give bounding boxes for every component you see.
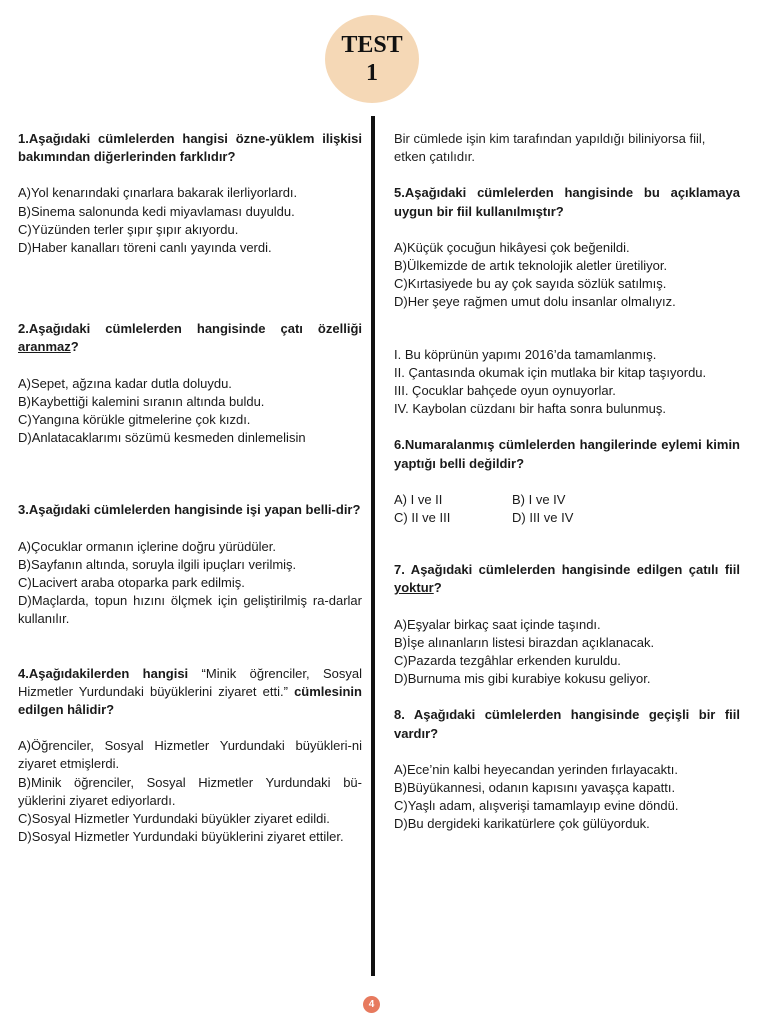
question-4-title <box>18 665 362 720</box>
question-2-title-text: 2.Aşağıdaki cümlelerden hangisinde çatı özelliği <box>18 321 362 337</box>
question-7-option-b[interactable]: B)İşe alınanların listesi birazdan açıklanacak. <box>394 634 655 650</box>
question-7-title-mark: ? <box>433 580 442 596</box>
question-6-title: 6.Numaralanmış cümlelerden hangilerinde eylemi kimin yaptığı belli değildir? <box>394 437 740 471</box>
question-2-option-c[interactable]: C)Yangına körükle gitmelerine çok kızdı. <box>18 412 251 428</box>
question-2-option-d[interactable]: D)Anlatacaklarımı sözümü kesmeden dinlemelisin <box>18 430 306 446</box>
question-8 <box>394 706 740 833</box>
question-3-option-c[interactable]: C)Lacivert araba otoparka park edilmiş. <box>18 575 245 591</box>
question-6-option-a[interactable]: A) I ve II <box>394 491 443 507</box>
question-4-option-a[interactable]: A)Öğrenciler, Sosyal Hizmetler Yurdundaki büyükleri-ni ziyaret etmişlerdi. <box>18 738 362 772</box>
question-8-option-c[interactable]: C)Yaşlı adam, alışverişi tamamlayıp evine döndü. <box>394 798 679 814</box>
question-5 <box>394 184 740 311</box>
question-8-option-b[interactable]: B)Büyükannesi, odanın kapısını yavaşça kapattı. <box>394 780 676 796</box>
question-4 <box>18 665 362 847</box>
question-4-option-c[interactable]: C)Sosyal Hizmetler Yurdundaki büyükler ziyaret edildi. <box>18 811 330 827</box>
question-8-option-a[interactable]: A)Ece’nin kalbi heyecandan yerinden fırlayacaktı. <box>394 761 678 777</box>
question-7-title <box>394 561 740 597</box>
sentence-1: I. Bu köprünün yapımı 2016’da tamamlanmış. <box>394 346 657 362</box>
question-2-option-a[interactable]: A)Sepet, ağzına kadar dutla doluydu. <box>18 375 232 391</box>
question-8-option-d[interactable]: D)Bu dergideki karikatürlere çok gülüyorduk. <box>394 816 650 832</box>
page-number: 4 <box>363 996 380 1013</box>
test-number: 1 <box>366 60 378 86</box>
question-3-option-a[interactable]: A)Çocuklar ormanın içlerine doğru yürüdüler. <box>18 538 276 554</box>
question-5-option-a[interactable]: A)Küçük çocuğun hikâyesi çok beğenildi. <box>394 239 630 255</box>
info-statement: Bir cümlede işin kim tarafından yapıldığı biliniyorsa fiil, etken çatılıdır. <box>394 131 706 165</box>
question-7-title-underlined: yoktur <box>394 580 434 596</box>
question-4-title-quote: “Minik öğrenciler, Sosyal Hizmetler Yurdundaki büyüklerini ziyaret etti.” <box>18 665 363 699</box>
question-5-title: 5.Aşağıdaki cümlelerden hangisinde bu açıklamaya uygun bir fiil kullanılmıştır? <box>394 185 740 219</box>
question-1-option-a[interactable]: A)Yol kenarındaki çınarlara bakarak ilerliyorlardı. <box>18 185 298 201</box>
question-4-title-bold-2: cümlesinin edilgen hâlidir? <box>18 683 362 718</box>
test-label: TEST <box>341 32 403 58</box>
question-5-option-c[interactable]: C)Kırtasiyede bu ay çok sayıda sözlük satılmış. <box>394 276 667 292</box>
question-7-option-c[interactable]: C)Pazarda tezgâhlar erkenden kuruldu. <box>394 653 621 669</box>
question-3 <box>18 501 362 628</box>
sentence-2: II. Çantasında okumak için mutlaka bir kitap taşıyordu. <box>394 364 707 380</box>
question-2-title-underlined: aranmaz <box>18 339 71 355</box>
question-8-title: 8. Aşağıdaki cümlelerden hangisinde geçişli bir fiil vardır? <box>394 707 740 741</box>
question-5-option-b[interactable]: B)Ülkemizde de artık teknolojik aletler üretiliyor. <box>394 258 668 274</box>
left-column <box>18 130 362 846</box>
question-7 <box>394 561 740 688</box>
right-column <box>394 130 740 834</box>
question-6-option-c[interactable]: C) II ve III <box>394 510 451 526</box>
question-2-option-b[interactable]: B)Kaybettiği kalemini sıranın altında buldu. <box>18 393 265 409</box>
question-3-option-b[interactable]: B)Sayfanın altında, soruyla ilgili ipuçları verilmiş. <box>18 556 297 572</box>
question-4-option-b[interactable]: B)Minik öğrenciler, Sosyal Hizmetler Yurdundaki bü-yüklerini ziyaret ediyorlardı. <box>18 774 362 808</box>
column-divider <box>371 116 375 976</box>
question-1-option-b[interactable]: B)Sinema salonunda kedi miyavlaması duyuldu. <box>18 203 295 219</box>
question-7-option-d[interactable]: D)Burnuma mis gibi kurabiye kokusu geliyor. <box>394 671 651 687</box>
question-7-option-a[interactable]: A)Eşyalar birkaç saat içinde taşındı. <box>394 616 601 632</box>
sentence-4: IV. Kaybolan cüzdanı bir hafta sonra bulunmuş. <box>394 401 666 417</box>
question-3-title: 3.Aşağıdaki cümlelerden hangisinde işi yapan belli-dir? <box>18 502 361 518</box>
question-4-title-bold-1: 4.Aşağıdakilerden hangisi <box>18 665 189 681</box>
question-1-option-d[interactable]: D)Haber kanalları töreni canlı yayında verdi. <box>18 240 272 256</box>
question-4-option-d[interactable]: D)Sosyal Hizmetler Yurdundaki büyüklerini ziyaret ettiler. <box>18 829 344 845</box>
question-6-option-d[interactable]: D) III ve IV <box>512 510 574 526</box>
question-6-sentences <box>394 346 740 419</box>
question-7-title-text: 7. Aşağıdaki cümlelerden hangisinde edilgen çatılı fiil <box>394 562 740 578</box>
question-5-option-d[interactable]: D)Her şeye rağmen umut dolu insanlar olmalıyız. <box>394 294 676 310</box>
question-2-title-mark: ? <box>70 339 79 355</box>
question-6-option-b[interactable]: B) I ve IV <box>512 491 566 507</box>
test-badge <box>325 15 419 103</box>
question-2-title <box>18 320 362 356</box>
question-6 <box>394 436 740 527</box>
question-1-title: 1.Aşağıdaki cümlelerden hangisi özne-yüklem ilişkisi bakımından diğerlerinden farklıdır? <box>18 131 362 165</box>
question-3-option-d[interactable]: D)Maçlarda, topun hızını ölçmek için geliştirilmiş ra-darlar kullanılır. <box>18 593 362 627</box>
sentence-3: III. Çocuklar bahçede oyun oynuyorlar. <box>394 383 616 399</box>
question-2 <box>18 320 362 447</box>
question-1-option-c[interactable]: C)Yüzünden terler şıpır şıpır akıyordu. <box>18 221 239 237</box>
question-1 <box>18 130 362 257</box>
